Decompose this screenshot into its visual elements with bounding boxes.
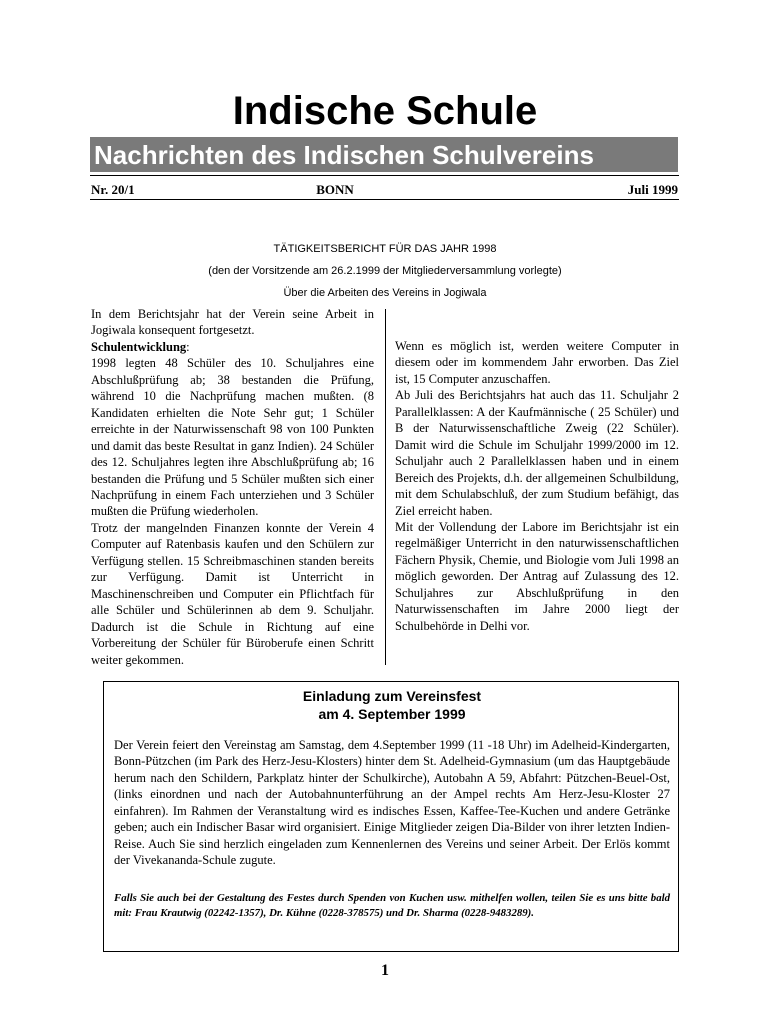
- masthead-top-rule: [90, 175, 679, 176]
- intro-paragraph: In dem Berichtsjahr hat der Verein seine Arbeit in Jogiwala konsequent fortgesetzt.: [91, 307, 374, 338]
- section-heading: Schulentwicklung: [91, 339, 187, 354]
- laboratory-paragraph: Mit der Vollendung der Labore im Berichtsjahr ist ein regelmäßiger Unterricht in den naturwissenschaftlichen Fächern Physik, Chemie, und Biologie vom Juli 1998 an möglich geworden. Der Antrag auf Zulassung des 12. Schuljahres zur Abschlußprüfung in den Naturwissenschaften im Jahre 2000 liegt der Schulbehörde in Delhi vor.: [395, 519, 679, 633]
- report-heading: TÄTIGKEITSBERICHT FÜR DAS JAHR 1998: [273, 243, 497, 255]
- computer-goal-paragraph: Wenn es möglich ist, werden weitere Computer in diesem oder im kommendem Jahr erworben. Das Ziel ist, 15 Computer anzuschaffen.: [395, 339, 679, 386]
- invitation-note: Falls Sie auch bei der Gestaltung des Festes durch Spenden von Kuchen usw. mithelfen wollen, teilen Sie es uns bitte bald mit: Frau Krautwig (02242-1357), Dr. Kühne (0228-378575) und Dr. Sharma (0228-9483289).: [114, 892, 670, 919]
- right-column: [395, 338, 679, 634]
- masthead-bottom-rule: [90, 199, 679, 200]
- invitation-body: Der Verein feiert den Vereinstag am Samstag, dem 4.September 1999 (11 -18 Uhr) im Adelheid-Kindergarten, Bonn-Pützchen (im Park des Herz-Jesu-Klosters) hinter dem St. Adelheid-Gymnasium (um das Hauptgebäude herum nach den Schildern, Parkplatz hinter der Schulkirche), Autobahn A 59, Abfahrt: Pützchen-Beuel-Ost, (links einordnen und nach der Autobahnunterführung an der Ampel rechts Am Herz-Jesu-Kloster 27 einfahren). Im Rahmen der Veranstaltung wird es indisches Essen, Kaffee-Tee-Kuchen und andere Getränke geben; auch ein Indischer Basar wird organisiert. Einige Mitglieder zeigen Dia-Bilder von ihrer letzten Indien-Reise. Auch Sie sind herzlich eingeladen zum Kennenlernen des Vereins und seiner Arbeit. Der Erlös kommt der Vivekananda-Schule zugute.: [114, 738, 670, 868]
- exam-results-paragraph: 1998 legten 48 Schüler des 10. Schuljahres eine Abschlußprüfung ab; 38 bestanden die Prüfung, während 10 die Nachprüfung machen mußten. (8 Kandidaten erhielten die Note Sehr gut; 1 Schüler erreichte in der Naturwissenschaft 98 von 100 Punkten und damit das beste Resultat in ganz Indien). 24 Schüler des 12. Schuljahres legten ihre Abschlußprüfung ab; 16 bestanden die Prüfung und 5 Schüler mußten sich einer Nachprüfung in einem Fach unterziehen und 3 Schüler mußten die Prüfung wiederholen.: [91, 356, 374, 519]
- section-heading-line: [91, 339, 374, 355]
- computer-paragraph: Trotz der mangelnden Finanzen konnte der Verein 4 Computer auf Ratenbasis kaufen und den Schülern zur Verfügung stellen. 15 Schreibmaschinen standen bereits zur Verfügung. Damit ist Unterricht in Maschinenschreiben und Computer ein Pflichtfach für alle Schüler und Schülerinnen ab dem 9. Schuljahr. Dadurch ist die Schule in Richtung auf eine Vorbereitung der Schüler für Büroberufe einen Schritt weiter gekommen.: [91, 520, 374, 667]
- masthead-subtitle: Nachrichten des Indischen Schulvereins: [94, 140, 594, 170]
- issue-date: Juli 1999: [627, 182, 678, 197]
- column-divider: [385, 309, 386, 665]
- masthead-title: Indische Schule: [232, 89, 538, 133]
- report-subheading: (den der Vorsitzende am 26.2.1999 der Mitgliederversammlung vorlegte): [208, 265, 562, 277]
- page-number: 1: [381, 962, 389, 979]
- invitation-title-line-1: Einladung zum Vereinsfest: [302, 688, 482, 704]
- issue-city: BONN: [316, 182, 354, 197]
- left-column: [91, 306, 374, 668]
- section-heading-colon: :: [186, 339, 190, 354]
- report-topic: Über die Arbeiten des Vereins in Jogiwala: [283, 287, 487, 299]
- issue-number: Nr. 20/1: [91, 182, 135, 197]
- invitation-box: [103, 681, 679, 952]
- invitation-title: [104, 687, 680, 723]
- invitation-title-line-2: am 4. September 1999: [318, 706, 466, 722]
- parallel-classes-paragraph: Ab Juli des Berichtsjahrs hat auch das 11. Schuljahr 2 Parallelklassen: A der Kaufmännische ( 25 Schüler) und B der Naturwissenschaftliche Zweig (22 Schüler). Damit wird die Schule im Schuljahr 1999/2000 im 12. Schuljahr auch 2 Parallelklassen haben und in einem Bereich des Projekts, d.h. der allgemeinen Schulbildung, mit dem Schulabschluß, der zum Studium befähigt, das Ziel erreicht haben.: [395, 388, 679, 518]
